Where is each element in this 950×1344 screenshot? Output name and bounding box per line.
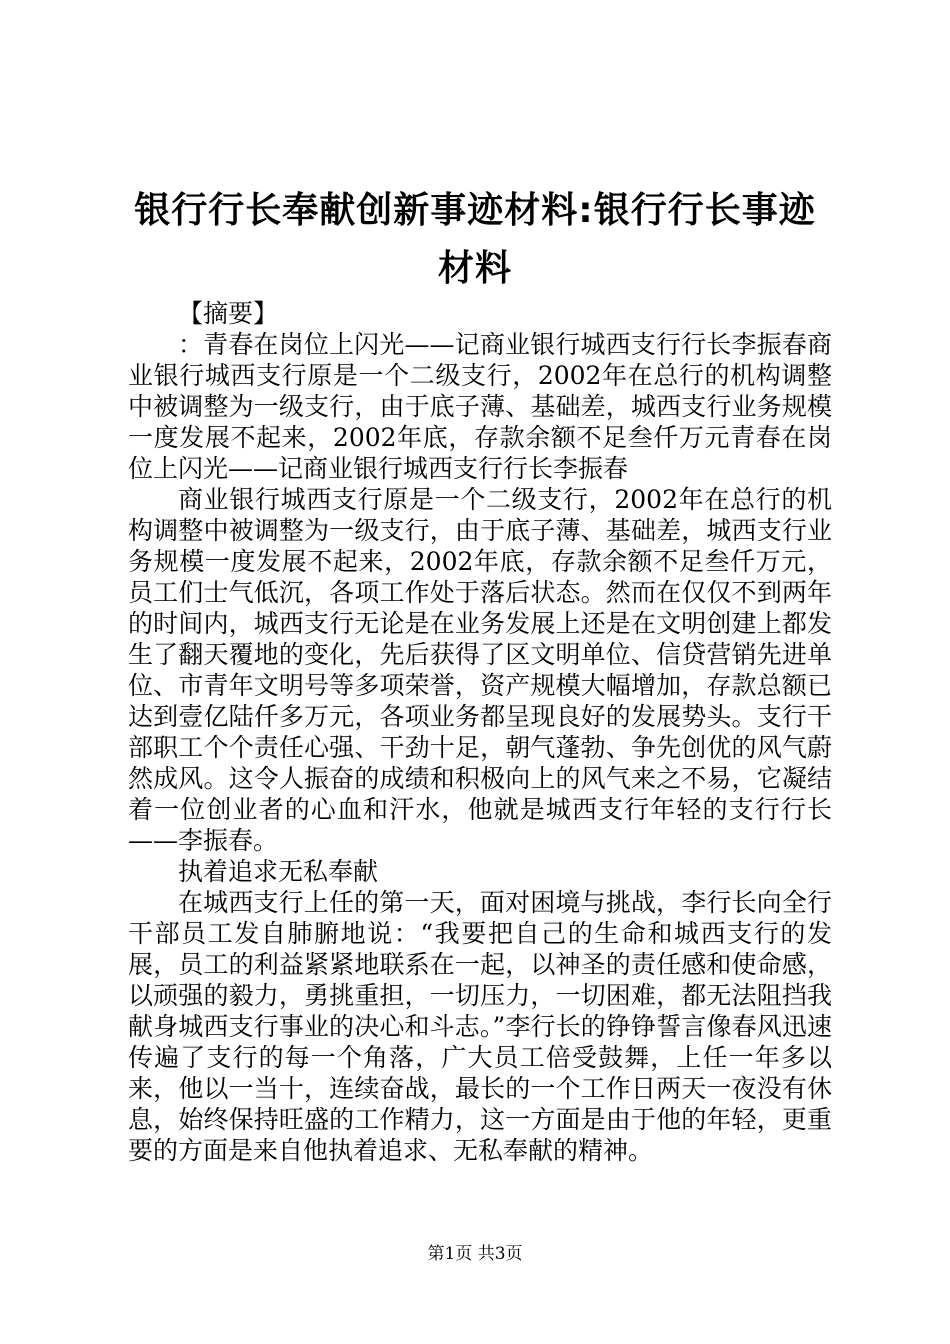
- page-footer: 第1页 共3页: [427, 1244, 523, 1264]
- paragraph: 在城西支行上任的第一天，面对困境与挑战，李行长向全行干部员工发自肺腑地说：“我要把自己的生命和城西支行的发展，员工的利益紧紧地联系在一起，以神圣的责任感和使命感，以顽强的毅力，勇挑重担，一切压力，一切困难，都无法阻挡我献身城西支行事业的决心和斗志。”李行长的铮铮誓言像春风迅速传遍了支行的每一个角落，广大员工倍受鼓舞，上任一年多以来，他以一当十，连续奋战，最长的一个工作日两天一夜没有休息，始终保持旺盛的工作精力，这一方面是由于他的年轻，更重要的方面是来自他执着追求、无私奉献的精神。: [128, 888, 832, 1165]
- section-heading: 执着追求无私奉献: [178, 857, 379, 886]
- document-title: 银行行长奉献创新事迹材料:银行行长事迹材料: [134, 190, 816, 289]
- paragraph: 商业银行城西支行原是一个二级支行，2002年在总行的机构调整中被调整为一级支行，由于底子薄、基础差，城西支行业务规模一度发展不起来，2002年底，存款余额不足叁仟万元，员工们士气低沉，各项工作处于落后状态。然而在仅仅不到两年的时间内，城西支行无论是在业务发展上还是在文明创建上都发生了翻天覆地的变化，先后获得了区文明单位、信贷营销先进单位、市青年文明号等多项荣誉，资产规模大幅增加，存款总额已达到壹亿陆仟多万元，各项业务都呈现良好的发展势头。支行干部职工个个责任心强、干劲十足，朝气蓬勃、争先创优的风气蔚然成风。这令人振奋的成绩和积极向上的风气来之不易，它凝结着一位创业者的心血和汗水，他就是城西支行年轻的支行行长——李振春。: [128, 485, 832, 855]
- abstract-text: ：青春在岗位上闪光——记商业银行城西支行行长李振春商业银行城西支行原是一个二级支行，2002年在总行的机构调整中被调整为一级支行，由于底子薄、基础差，城西支行业务规模一度发展不起来，2002年底，存款余额不足叁仟万元青春在岗位上闪光——记商业银行城西支行行长李振春: [128, 330, 832, 483]
- abstract-heading: 【摘要】: [178, 299, 279, 328]
- document-body: [128, 298, 832, 1166]
